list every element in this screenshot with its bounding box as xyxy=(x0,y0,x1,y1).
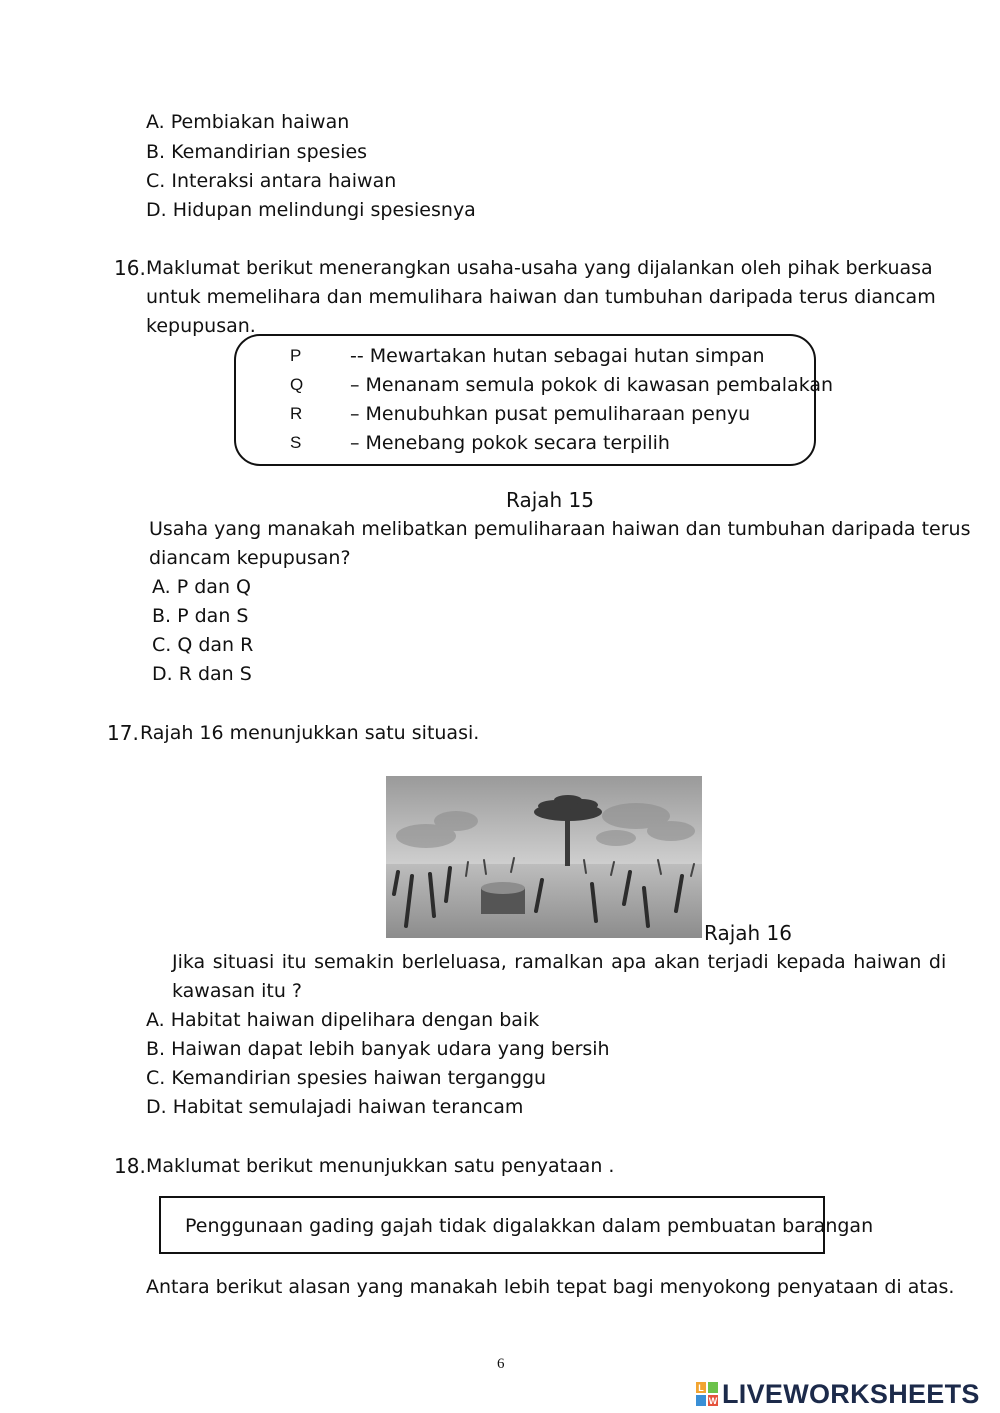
q16-stem-line-1: Maklumat berikut menerangkan usaha-usaha yang dijalankan oleh pihak berkuasa xyxy=(146,257,933,279)
liveworksheets-brand: LIVEWORKSHEETS xyxy=(722,1379,980,1409)
q16-box-text: – Menanam semula pokok di kawasan pembalakan xyxy=(350,374,834,396)
q16-option-b[interactable]: B. P dan S xyxy=(152,605,249,627)
q16-box-text: – Menebang pokok secara terpilih xyxy=(350,432,670,454)
q16-stem-line-3: kepupusan. xyxy=(146,315,256,337)
q16-box-key: P xyxy=(290,346,302,365)
q17-question-line-2: kawasan itu ? xyxy=(172,980,303,1002)
q15-option-d[interactable]: D. Hidupan melindungi spesiesnya xyxy=(146,199,476,221)
liveworksheets-logo-icon xyxy=(696,1382,718,1406)
q17-option-d[interactable]: D. Habitat semulajadi haiwan terancam xyxy=(146,1096,524,1118)
page-number: 6 xyxy=(497,1356,505,1372)
q18-statement-box xyxy=(159,1196,874,1254)
q16-number: 16. xyxy=(114,256,146,280)
q16-box-text: – Menubuhkan pusat pemuliharaan penyu xyxy=(350,403,751,425)
q17-stem: Rajah 16 menunjukkan satu situasi. xyxy=(140,722,480,744)
q18-stem: Maklumat berikut menunjukkan satu penyataan . xyxy=(146,1155,615,1177)
q15-option-c[interactable]: C. Interaksi antara haiwan xyxy=(146,170,397,192)
q18-statement: Penggunaan gading gajah tidak digalakkan dalam pembuatan barangan xyxy=(185,1215,874,1237)
figure-16-label: Rajah 16 xyxy=(704,921,793,945)
q18-number: 18. xyxy=(114,1154,146,1178)
logo-letter-w: W xyxy=(708,1396,718,1406)
q18-question: Antara berikut alasan yang manakah lebih tepat bagi menyokong penyataan di atas. xyxy=(146,1276,955,1298)
q17-question-line-1: Jika situasi itu semakin berleluasa, ramalkan apa akan terjadi kepada haiwan di xyxy=(172,951,947,973)
q16-question-line-1: Usaha yang manakah melibatkan pemuliharaan haiwan dan tumbuhan daripada terus xyxy=(149,518,971,540)
q16-option-d[interactable]: D. R dan S xyxy=(152,663,252,685)
q15-option-b[interactable]: B. Kemandirian spesies xyxy=(146,141,368,163)
q16-box-text: -- Mewartakan hutan sebagai hutan simpan xyxy=(350,345,765,367)
figure-15-label: Rajah 15 xyxy=(506,488,595,512)
q16-box-key: R xyxy=(290,404,303,423)
q16-option-c[interactable]: C. Q dan R xyxy=(152,634,254,656)
q16-box-key: S xyxy=(290,433,302,452)
deforestation-image xyxy=(386,776,702,938)
q16-box-key: Q xyxy=(290,375,304,394)
q17-option-a[interactable]: A. Habitat haiwan dipelihara dengan baik xyxy=(146,1009,540,1031)
q16-stem-line-2: untuk memelihara dan memulihara haiwan dan tumbuhan daripada terus diancam xyxy=(146,286,936,308)
q17-option-b[interactable]: B. Haiwan dapat lebih banyak udara yang bersih xyxy=(146,1038,610,1060)
q17-number: 17. xyxy=(107,721,139,745)
q16-option-a[interactable]: A. P dan Q xyxy=(152,576,251,598)
logo-letter-l: L xyxy=(698,1383,704,1393)
q15-option-a[interactable]: A. Pembiakan haiwan xyxy=(146,111,350,133)
q16-info-box xyxy=(234,334,834,466)
q16-question-line-2: diancam kepupusan? xyxy=(149,547,351,569)
q17-option-c[interactable]: C. Kemandirian spesies haiwan terganggu xyxy=(146,1067,547,1089)
